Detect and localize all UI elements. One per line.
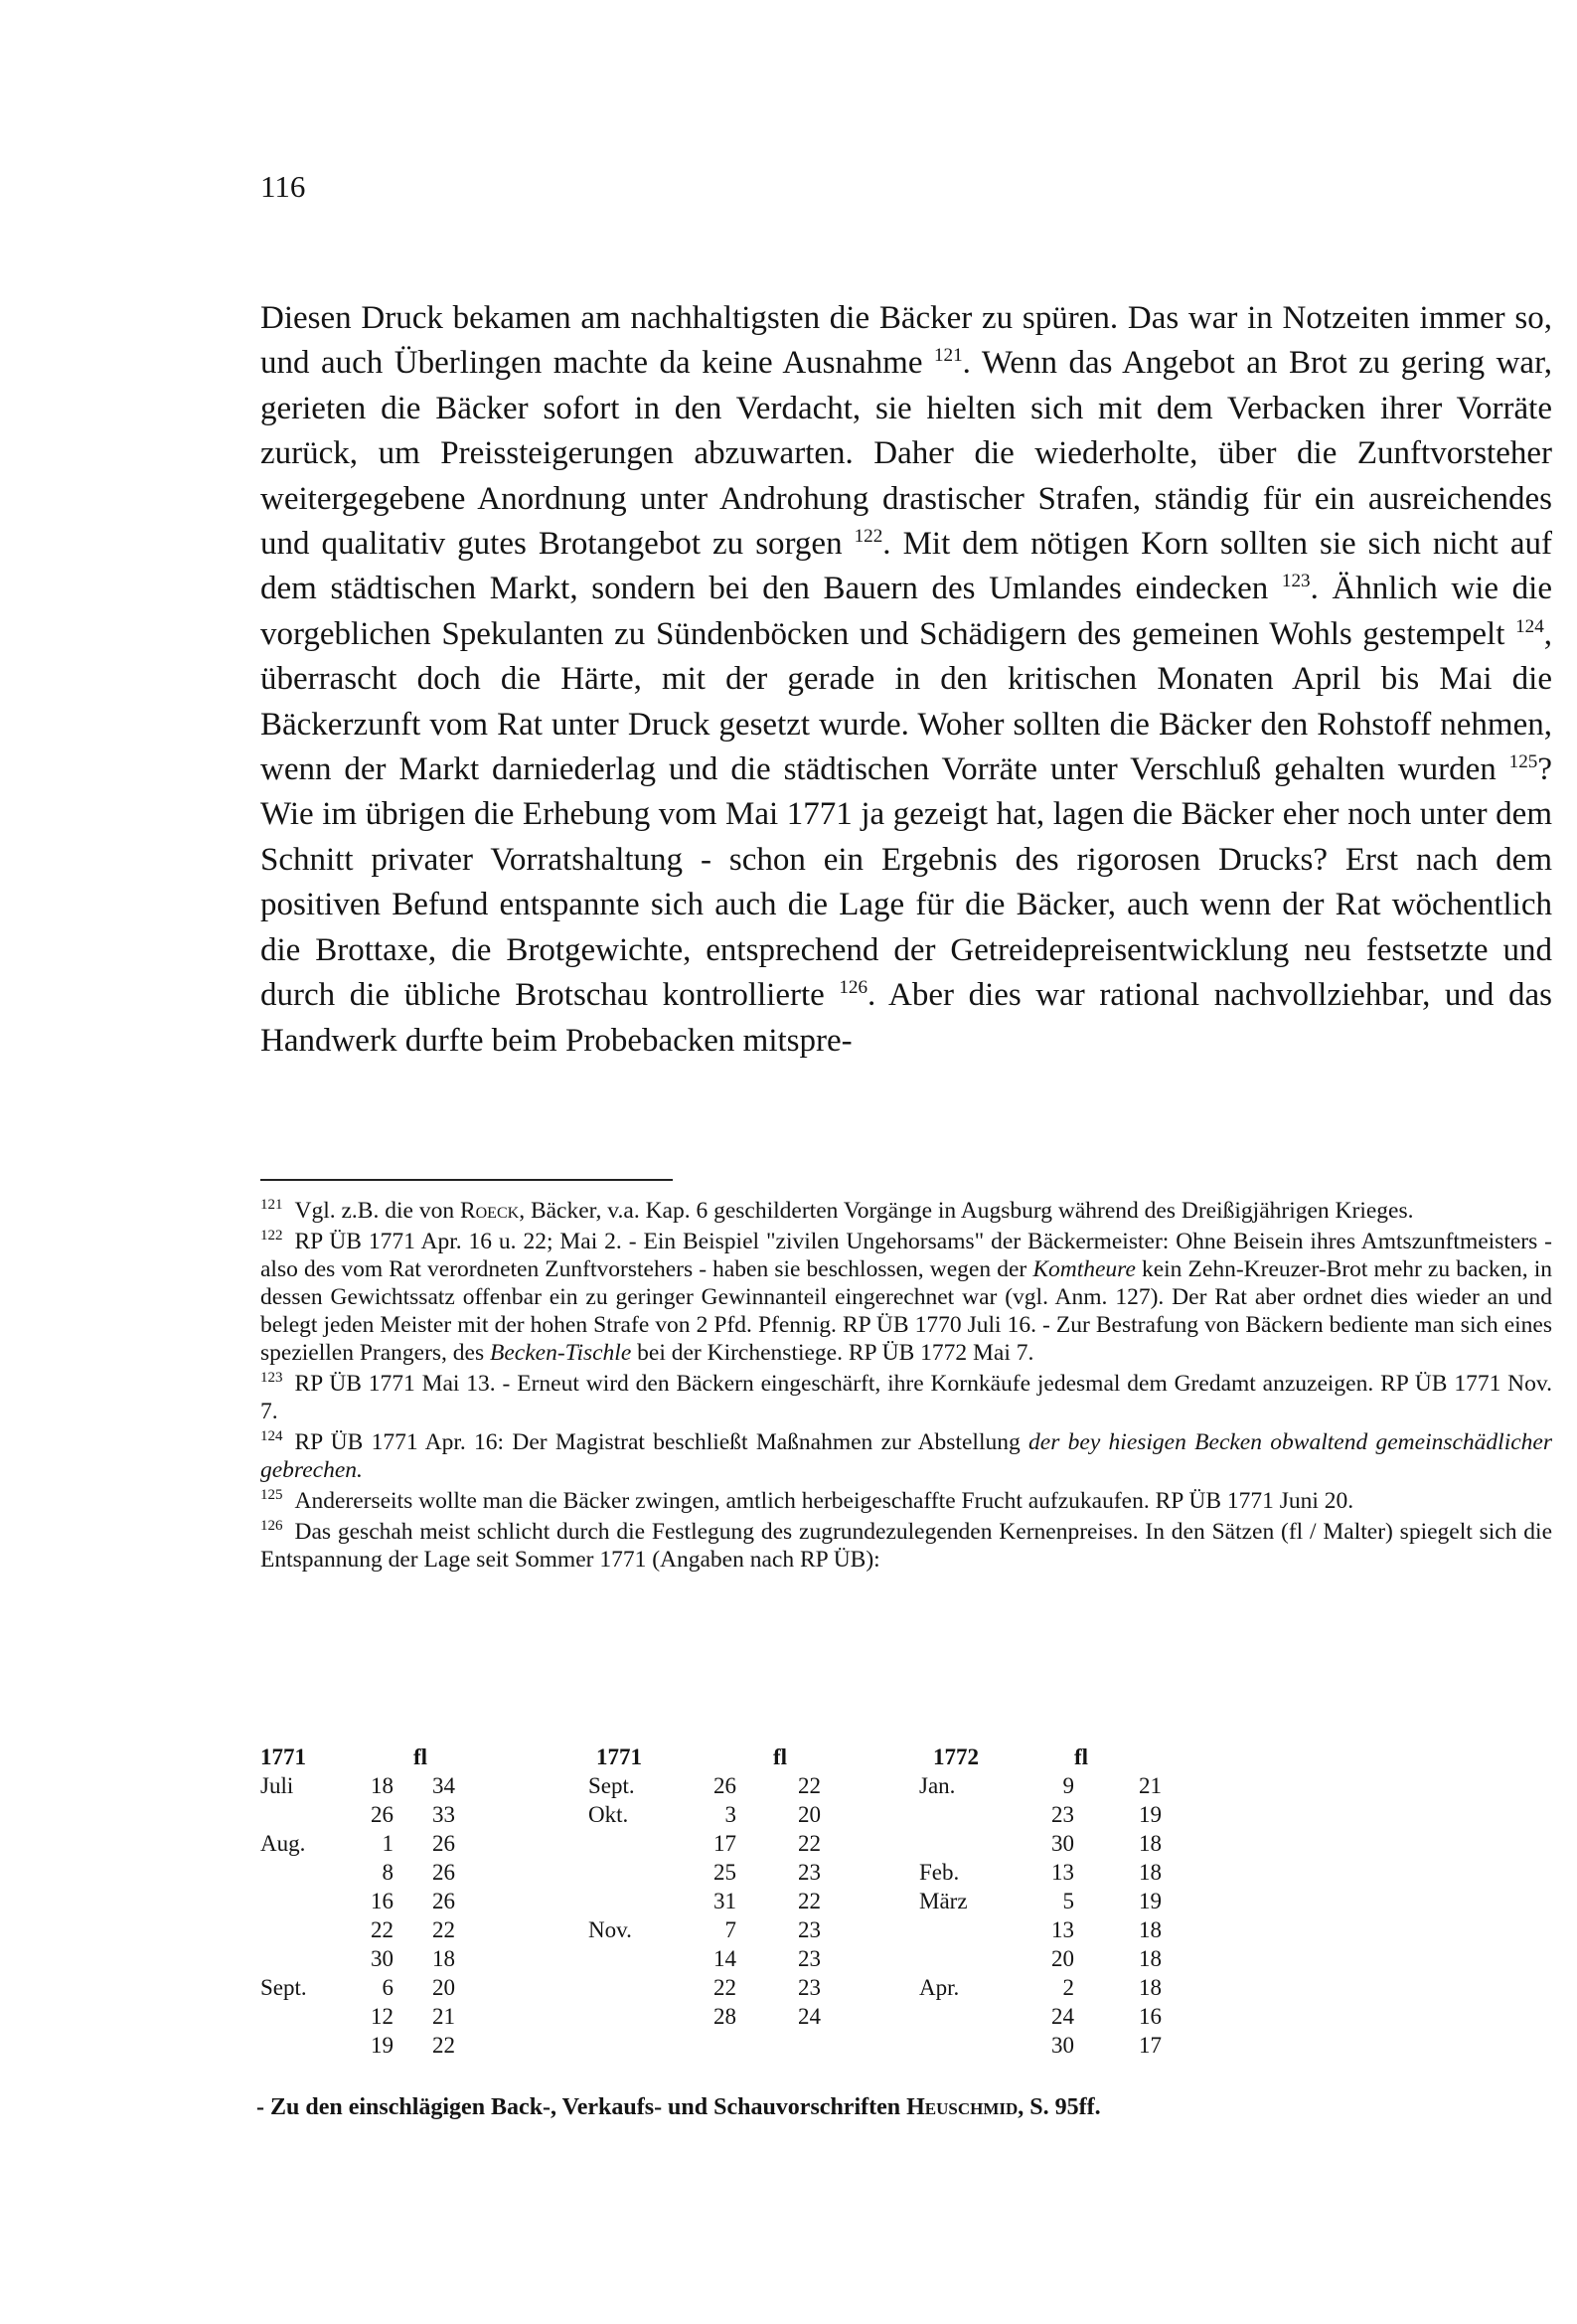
footnote-ref: 124 [1515, 615, 1544, 637]
footnote-text: Das geschah meist schlicht durch die Festlegung des zugrundezulegenden Kernenpreises. In den Sätzen (fl / Malter) spiegelt sich die Entspannung der Lage seit Sommer 1771 (Angaben nach RP ÜB): [260, 1519, 1552, 1573]
row-day: 13 [1051, 1917, 1074, 1942]
page-number: 116 [260, 169, 306, 204]
table-row [260, 1771, 489, 1800]
table-year: 1771 [596, 1744, 642, 1769]
row-price: 18 [1139, 1946, 1162, 1971]
row-price: 20 [432, 1975, 455, 2000]
row-day: 7 [724, 1917, 736, 1942]
table-row [588, 1858, 827, 1887]
row-day: 17 [713, 1831, 736, 1856]
row-price: 18 [432, 1946, 455, 1971]
footnote-number: 122 [260, 1228, 283, 1245]
row-price: 23 [798, 1946, 821, 1971]
price-table-1771-summer [260, 1743, 489, 2060]
author-name: Heuschmid [906, 2094, 1019, 2120]
row-price: 18 [1139, 1860, 1162, 1885]
row-month: Sept. [588, 1773, 635, 1798]
row-day: 25 [713, 1860, 736, 1885]
footnote-125 [260, 1487, 1552, 1515]
table-unit: fl [412, 1744, 427, 1769]
price-table-header [260, 1743, 489, 1771]
table-year: 1772 [933, 1744, 979, 1769]
footnote-121 [260, 1197, 1552, 1225]
table-row [260, 1858, 489, 1887]
body-text-segment: Diesen Druck bekamen am nachhaltigsten die Bäcker zu spüren. Das war in Notzeiten immer so, und auch Überlingen machte da keine Ausnahme [260, 300, 1552, 382]
table-row [919, 1915, 1168, 1944]
table-unit: fl [1073, 1744, 1088, 1769]
row-price: 22 [432, 1917, 455, 1942]
row-day: 26 [713, 1773, 736, 1798]
row-price: 26 [432, 1831, 455, 1856]
row-month: Nov. [588, 1917, 632, 1942]
table-row [919, 2002, 1168, 2031]
row-price: 21 [1139, 1773, 1162, 1798]
row-day: 9 [1062, 1773, 1074, 1798]
row-month: März [919, 1889, 968, 1913]
row-day: 8 [382, 1860, 394, 1885]
table-row [260, 1887, 489, 1915]
table-row [919, 1973, 1168, 2002]
row-price: 19 [1139, 1889, 1162, 1913]
table-row [588, 1829, 827, 1858]
footnote-text: , Bäcker, v.a. Kap. 6 geschilderten Vorgänge in Augsburg während des Dreißigjährigen Krieges. [519, 1198, 1414, 1224]
row-day: 12 [371, 2004, 394, 2029]
row-day: 22 [713, 1975, 736, 2000]
footnote-number: 124 [260, 1428, 283, 1445]
row-day: 28 [713, 2004, 736, 2029]
table-row [260, 2031, 489, 2060]
row-day: 30 [371, 1946, 394, 1971]
author-name: Roeck [459, 1198, 520, 1224]
footnote-quote: Becken-Tischle [490, 1340, 632, 1366]
table-row [588, 1800, 827, 1829]
footnote-number: 126 [260, 1518, 283, 1535]
footnote-number: 125 [260, 1487, 283, 1504]
row-price: 26 [432, 1860, 455, 1885]
row-day: 14 [713, 1946, 736, 1971]
body-text-segment: . Aber dies war rational nachvollziehbar, und das Handwerk durfte beim Probebacken mitspre- [260, 977, 1552, 1059]
row-price: 24 [798, 2004, 821, 2029]
row-day: 24 [1051, 2004, 1074, 2029]
row-day: 19 [371, 2033, 394, 2058]
row-month: Jan. [919, 1773, 956, 1798]
table-row [919, 1944, 1168, 1973]
closing-note [256, 2094, 1101, 2121]
footnote-quote: Komtheure [1032, 1256, 1136, 1282]
body-paragraph [260, 296, 1552, 1064]
table-row [919, 2031, 1168, 2060]
row-day: 20 [1051, 1946, 1074, 1971]
table-row [919, 1771, 1168, 1800]
row-price: 33 [432, 1802, 455, 1827]
footnote-122 [260, 1228, 1552, 1367]
price-table-header [919, 1743, 1168, 1771]
row-price: 18 [1139, 1831, 1162, 1856]
footnote-text: bei der Kirchenstiege. RP ÜB 1772 Mai 7. [631, 1340, 1034, 1366]
footnote-126 [260, 1518, 1552, 1574]
closing-note-text: - Zu den einschlägigen Back-, Verkaufs- und Schauvorschriften [256, 2094, 907, 2120]
row-day: 3 [724, 1802, 736, 1827]
row-day: 13 [1051, 1860, 1074, 1885]
footnote-text: RP ÜB 1771 Apr. 16: Der Magistrat beschließt Maßnahmen zur Abstellung [294, 1429, 1029, 1455]
footnote-text: RP ÜB 1771 Apr. 16 u. 22; Mai 2. - Ein Beispiel "zivilen Ungehorsams" der Bäckermeister: Ohne Beisein ihres Amtszunftmeisters - also des vom Rat verordneten Zunftvorstehers - haben sie beschlossen, wegen der [260, 1229, 1552, 1282]
body-text-segment: . Ähnlich wie die vorgeblichen Spekulanten zu Sündenböcken und Schädigern des gemeinen Wohls gestempelt [260, 571, 1552, 652]
table-year: 1771 [260, 1744, 306, 1769]
table-row [588, 2002, 827, 2031]
body-text-segment: ? Wie im übrigen die Erhebung vom Mai 1771 ja gezeigt hat, lagen die Bäcker eher noch unter dem Schnitt privater Vorratshaltung - schon ein Ergebnis des rigorosen Drucks? Erst nach dem positiven Befund entspannte sich auch die Lage für die Bäcker, auch wenn der Rat wöchentlich die Brottaxe, die Brotgewichte, entsprechend der Getreidepreisentwicklung neu festsetzte und durch die übliche Brotschau kontrollierte [260, 751, 1552, 1014]
row-price: 20 [798, 1802, 821, 1827]
footnote-123 [260, 1370, 1552, 1425]
row-price: 23 [798, 1860, 821, 1885]
row-month: Feb. [919, 1860, 960, 1885]
row-price: 19 [1139, 1802, 1162, 1827]
footnote-quote: der bey hiesigen Becken obwaltend gemeinschädlicher gebrechen. [260, 1429, 1552, 1483]
row-day: 31 [713, 1889, 736, 1913]
footnote-text: Vgl. z.B. die von [294, 1198, 460, 1224]
grain-price-tables [260, 1743, 1254, 2080]
table-row [588, 1887, 827, 1915]
table-row [588, 1944, 827, 1973]
row-day: 23 [1051, 1802, 1074, 1827]
price-table-1771-autumn [588, 1743, 827, 2031]
table-unit: fl [772, 1744, 787, 1769]
footnote-ref: 121 [933, 345, 963, 367]
table-row [260, 2002, 489, 2031]
footnote-ref: 125 [1508, 751, 1538, 773]
footnote-ref: 122 [854, 526, 883, 548]
price-table-1772 [919, 1743, 1168, 2060]
row-price: 34 [432, 1773, 455, 1798]
price-table-header [588, 1743, 827, 1771]
row-price: 22 [798, 1831, 821, 1856]
table-row [260, 1915, 489, 1944]
row-day: 6 [382, 1975, 394, 2000]
table-row [588, 1973, 827, 2002]
row-month: Sept. [260, 1975, 307, 2000]
table-row [260, 1829, 489, 1858]
table-row [260, 1973, 489, 2002]
row-price: 23 [798, 1975, 821, 2000]
table-row [588, 1771, 827, 1800]
footnote-separator [260, 1179, 673, 1181]
table-row [919, 1800, 1168, 1829]
row-day: 30 [1051, 2033, 1074, 2058]
footnote-number: 121 [260, 1197, 283, 1214]
row-day: 5 [1062, 1889, 1074, 1913]
row-month: Juli [260, 1773, 294, 1798]
row-price: 22 [432, 2033, 455, 2058]
table-row [260, 1800, 489, 1829]
footnote-text: Andererseits wollte man die Bäcker zwingen, amtlich herbeigeschaffte Frucht aufzukaufen. RP ÜB 1771 Juni 20. [294, 1488, 1354, 1514]
table-row [919, 1829, 1168, 1858]
footnotes [260, 1197, 1552, 1577]
row-price: 21 [432, 2004, 455, 2029]
row-day: 30 [1051, 1831, 1074, 1856]
row-day: 16 [371, 1889, 394, 1913]
row-day: 18 [371, 1773, 394, 1798]
row-price: 17 [1139, 2033, 1162, 2058]
row-price: 26 [432, 1889, 455, 1913]
row-price: 23 [798, 1917, 821, 1942]
row-month: Apr. [919, 1975, 960, 2000]
footnote-ref: 123 [1281, 571, 1311, 592]
table-row [588, 1915, 827, 1944]
footnote-124 [260, 1428, 1552, 1484]
row-price: 18 [1139, 1975, 1162, 2000]
row-price: 22 [798, 1889, 821, 1913]
footnote-number: 123 [260, 1370, 283, 1387]
row-month: Okt. [588, 1802, 629, 1827]
row-price: 22 [798, 1773, 821, 1798]
row-day: 2 [1062, 1975, 1074, 2000]
footnote-ref: 126 [839, 977, 868, 999]
row-day: 22 [371, 1917, 394, 1942]
footnote-text: kein Zehn-Kreuzer-Brot mehr zu backen, in dessen Gewichtssatz offenbar ein zu geringer Gewinnanteil eingerechnet war (vgl. Anm. 127). Der Rat aber ordnet dies wieder an und belegt jeden Meister mit der hohen Strafe von 2 Pfd. Pfennig. RP ÜB 1770 Juli 16. - Zur Bestrafung von Bäckern bediente man sich eines speziellen Prangers, des [260, 1256, 1552, 1366]
row-day: 1 [382, 1831, 394, 1856]
body-text-segment: . Mit dem nötigen Korn sollten sie sich nicht auf dem städtischen Markt, sondern bei den Bauern des Umlandes eindecken [260, 526, 1552, 607]
footnote-text: RP ÜB 1771 Mai 13. - Erneut wird den Bäckern eingeschärft, ihre Kornkäufe jedesmal dem Gredamt anzuzeigen. RP ÜB 1771 Nov. 7. [260, 1371, 1552, 1424]
closing-note-text: , S. 95ff. [1018, 2094, 1101, 2120]
row-month: Aug. [260, 1831, 306, 1856]
table-row [919, 1887, 1168, 1915]
body-text-segment: . Wenn das Angebot an Brot zu gering war, gerieten die Bäcker sofort in den Verdacht, sie hielten sich mit dem Verbacken ihrer Vorräte zurück, um Preissteigerungen abzuwarten. Daher die wiederholte, über die Zunftvorsteher weitergegebene Anordnung unter Androhung drastischer Strafen, ständig für ein ausreichendes und qualitativ gutes Brotangebot zu sorgen [260, 345, 1552, 563]
body-text-segment: , überrascht doch die Härte, mit der gerade in den kritischen Monaten April bis Mai die Bäckerzunft vom Rat unter Druck gesetzt wurde. Woher sollten die Bäcker den Rohstoff nehmen, wenn der Markt darniederlag und die städtischen Vorräte unter Verschluß gehalten wurden [260, 615, 1552, 788]
row-price: 18 [1139, 1917, 1162, 1942]
row-day: 26 [371, 1802, 394, 1827]
row-price: 16 [1139, 2004, 1162, 2029]
table-row [260, 1944, 489, 1973]
table-row [919, 1858, 1168, 1887]
